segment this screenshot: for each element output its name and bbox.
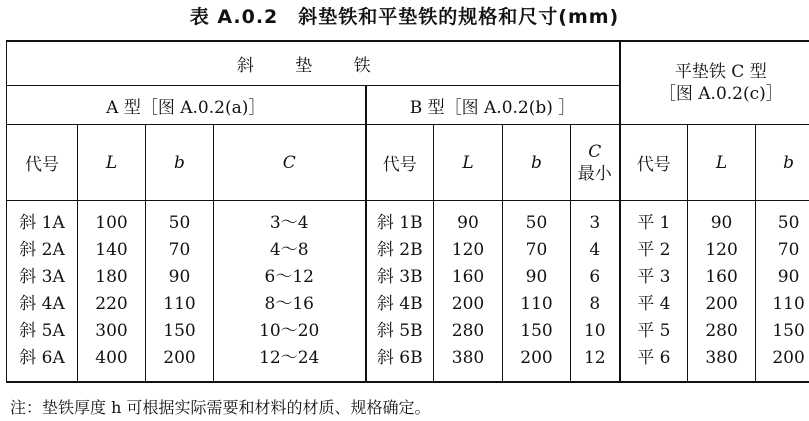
- col-header-code: 代号: [7, 125, 78, 201]
- table-cell: 50: [503, 201, 571, 238]
- table-cell: 斜 1B: [366, 201, 434, 238]
- table-row: [7, 291, 809, 318]
- col-header-L: L: [434, 125, 503, 201]
- table-cell: 斜 2B: [366, 237, 434, 264]
- table-row: [7, 345, 809, 382]
- table-cell: 斜 5B: [366, 318, 434, 345]
- table-cell: 380: [434, 345, 503, 382]
- table-cell: 斜 3B: [366, 264, 434, 291]
- col-header-code: 代号: [366, 125, 434, 201]
- table-cell: 斜 5A: [7, 318, 78, 345]
- table-cell: 200: [434, 291, 503, 318]
- table-cell: 380: [688, 345, 756, 382]
- table-cell: 50: [146, 201, 214, 238]
- table-cell: 110: [146, 291, 214, 318]
- table-cell: 斜 4A: [7, 291, 78, 318]
- table-cell: 4: [571, 237, 620, 264]
- table-cell: 平 1: [620, 201, 688, 238]
- table-row: [7, 237, 809, 264]
- table-cell: 8～16: [214, 291, 366, 318]
- table-cell: 12～24: [214, 345, 366, 382]
- table-cell: 90: [146, 264, 214, 291]
- flat-group-header: 平垫铁 C 型 ［图 A.0.2(c)］: [620, 41, 809, 125]
- table-cell: 10～20: [214, 318, 366, 345]
- table-cell: 50: [756, 201, 809, 238]
- table-cell: 斜 6A: [7, 345, 78, 382]
- col-header-b: b: [503, 125, 571, 201]
- table-cell: 8: [571, 291, 620, 318]
- col-header-C-min: C 最小: [571, 125, 620, 201]
- table-cell: 平 4: [620, 291, 688, 318]
- table-cell: 300: [78, 318, 146, 345]
- table-title: 表 A.0.2 斜垫铁和平垫铁的规格和尺寸(mm): [189, 6, 620, 28]
- table-cell: 220: [78, 291, 146, 318]
- table-cell: 200: [503, 345, 571, 382]
- table-cell: 3～4: [214, 201, 366, 238]
- table-row: [7, 201, 809, 238]
- table-cell: 70: [503, 237, 571, 264]
- table-cell: 斜 4B: [366, 291, 434, 318]
- col-header-b: b: [756, 125, 809, 201]
- table-cell: 150: [756, 318, 809, 345]
- table-cell: 280: [434, 318, 503, 345]
- table-cell: 斜 6B: [366, 345, 434, 382]
- table-cell: 120: [434, 237, 503, 264]
- table-cell: 400: [78, 345, 146, 382]
- type-b-header: B 型［图 A.0.2(b) ］: [366, 86, 620, 125]
- table-cell: 280: [688, 318, 756, 345]
- table-cell: 平 3: [620, 264, 688, 291]
- col-header-L: L: [688, 125, 756, 201]
- table-cell: 70: [146, 237, 214, 264]
- table-cell: 斜 3A: [7, 264, 78, 291]
- table-cell: 4～8: [214, 237, 366, 264]
- table-cell: 200: [146, 345, 214, 382]
- slanted-group-header: 斜 垫 铁: [7, 41, 620, 86]
- table-cell: 70: [756, 237, 809, 264]
- table-cell: 90: [756, 264, 809, 291]
- table-cell: 180: [78, 264, 146, 291]
- table-cell: 90: [434, 201, 503, 238]
- table-cell: 200: [688, 291, 756, 318]
- col-header-code: 代号: [620, 125, 688, 201]
- table-cell: 150: [146, 318, 214, 345]
- table-cell: 平 5: [620, 318, 688, 345]
- table-cell: 160: [688, 264, 756, 291]
- table-cell: 100: [78, 201, 146, 238]
- table-cell: 斜 2A: [7, 237, 78, 264]
- table-cell: 200: [756, 345, 809, 382]
- table-cell: 12: [571, 345, 620, 382]
- table-cell: 150: [503, 318, 571, 345]
- table-cell: 3: [571, 201, 620, 238]
- table-cell: 平 6: [620, 345, 688, 382]
- table-row: [7, 264, 809, 291]
- table-cell: 斜 1A: [7, 201, 78, 238]
- table-cell: 10: [571, 318, 620, 345]
- footnote: 注：垫铁厚度 h 可根据实际需要和材料的材质、规格确定。: [10, 398, 431, 417]
- table-row: [7, 318, 809, 345]
- table-cell: 120: [688, 237, 756, 264]
- table-cell: 140: [78, 237, 146, 264]
- table-cell: 6～12: [214, 264, 366, 291]
- col-header-b: b: [146, 125, 214, 201]
- table-cell: 平 2: [620, 237, 688, 264]
- table-cell: 90: [688, 201, 756, 238]
- table-cell: 110: [503, 291, 571, 318]
- col-header-L: L: [78, 125, 146, 201]
- table-cell: 160: [434, 264, 503, 291]
- table-cell: 6: [571, 264, 620, 291]
- spec-table: [6, 40, 809, 383]
- col-header-C: C: [214, 125, 366, 201]
- table-cell: 90: [503, 264, 571, 291]
- type-a-header: A 型［图 A.0.2(a)］: [7, 86, 366, 125]
- table-cell: 110: [756, 291, 809, 318]
